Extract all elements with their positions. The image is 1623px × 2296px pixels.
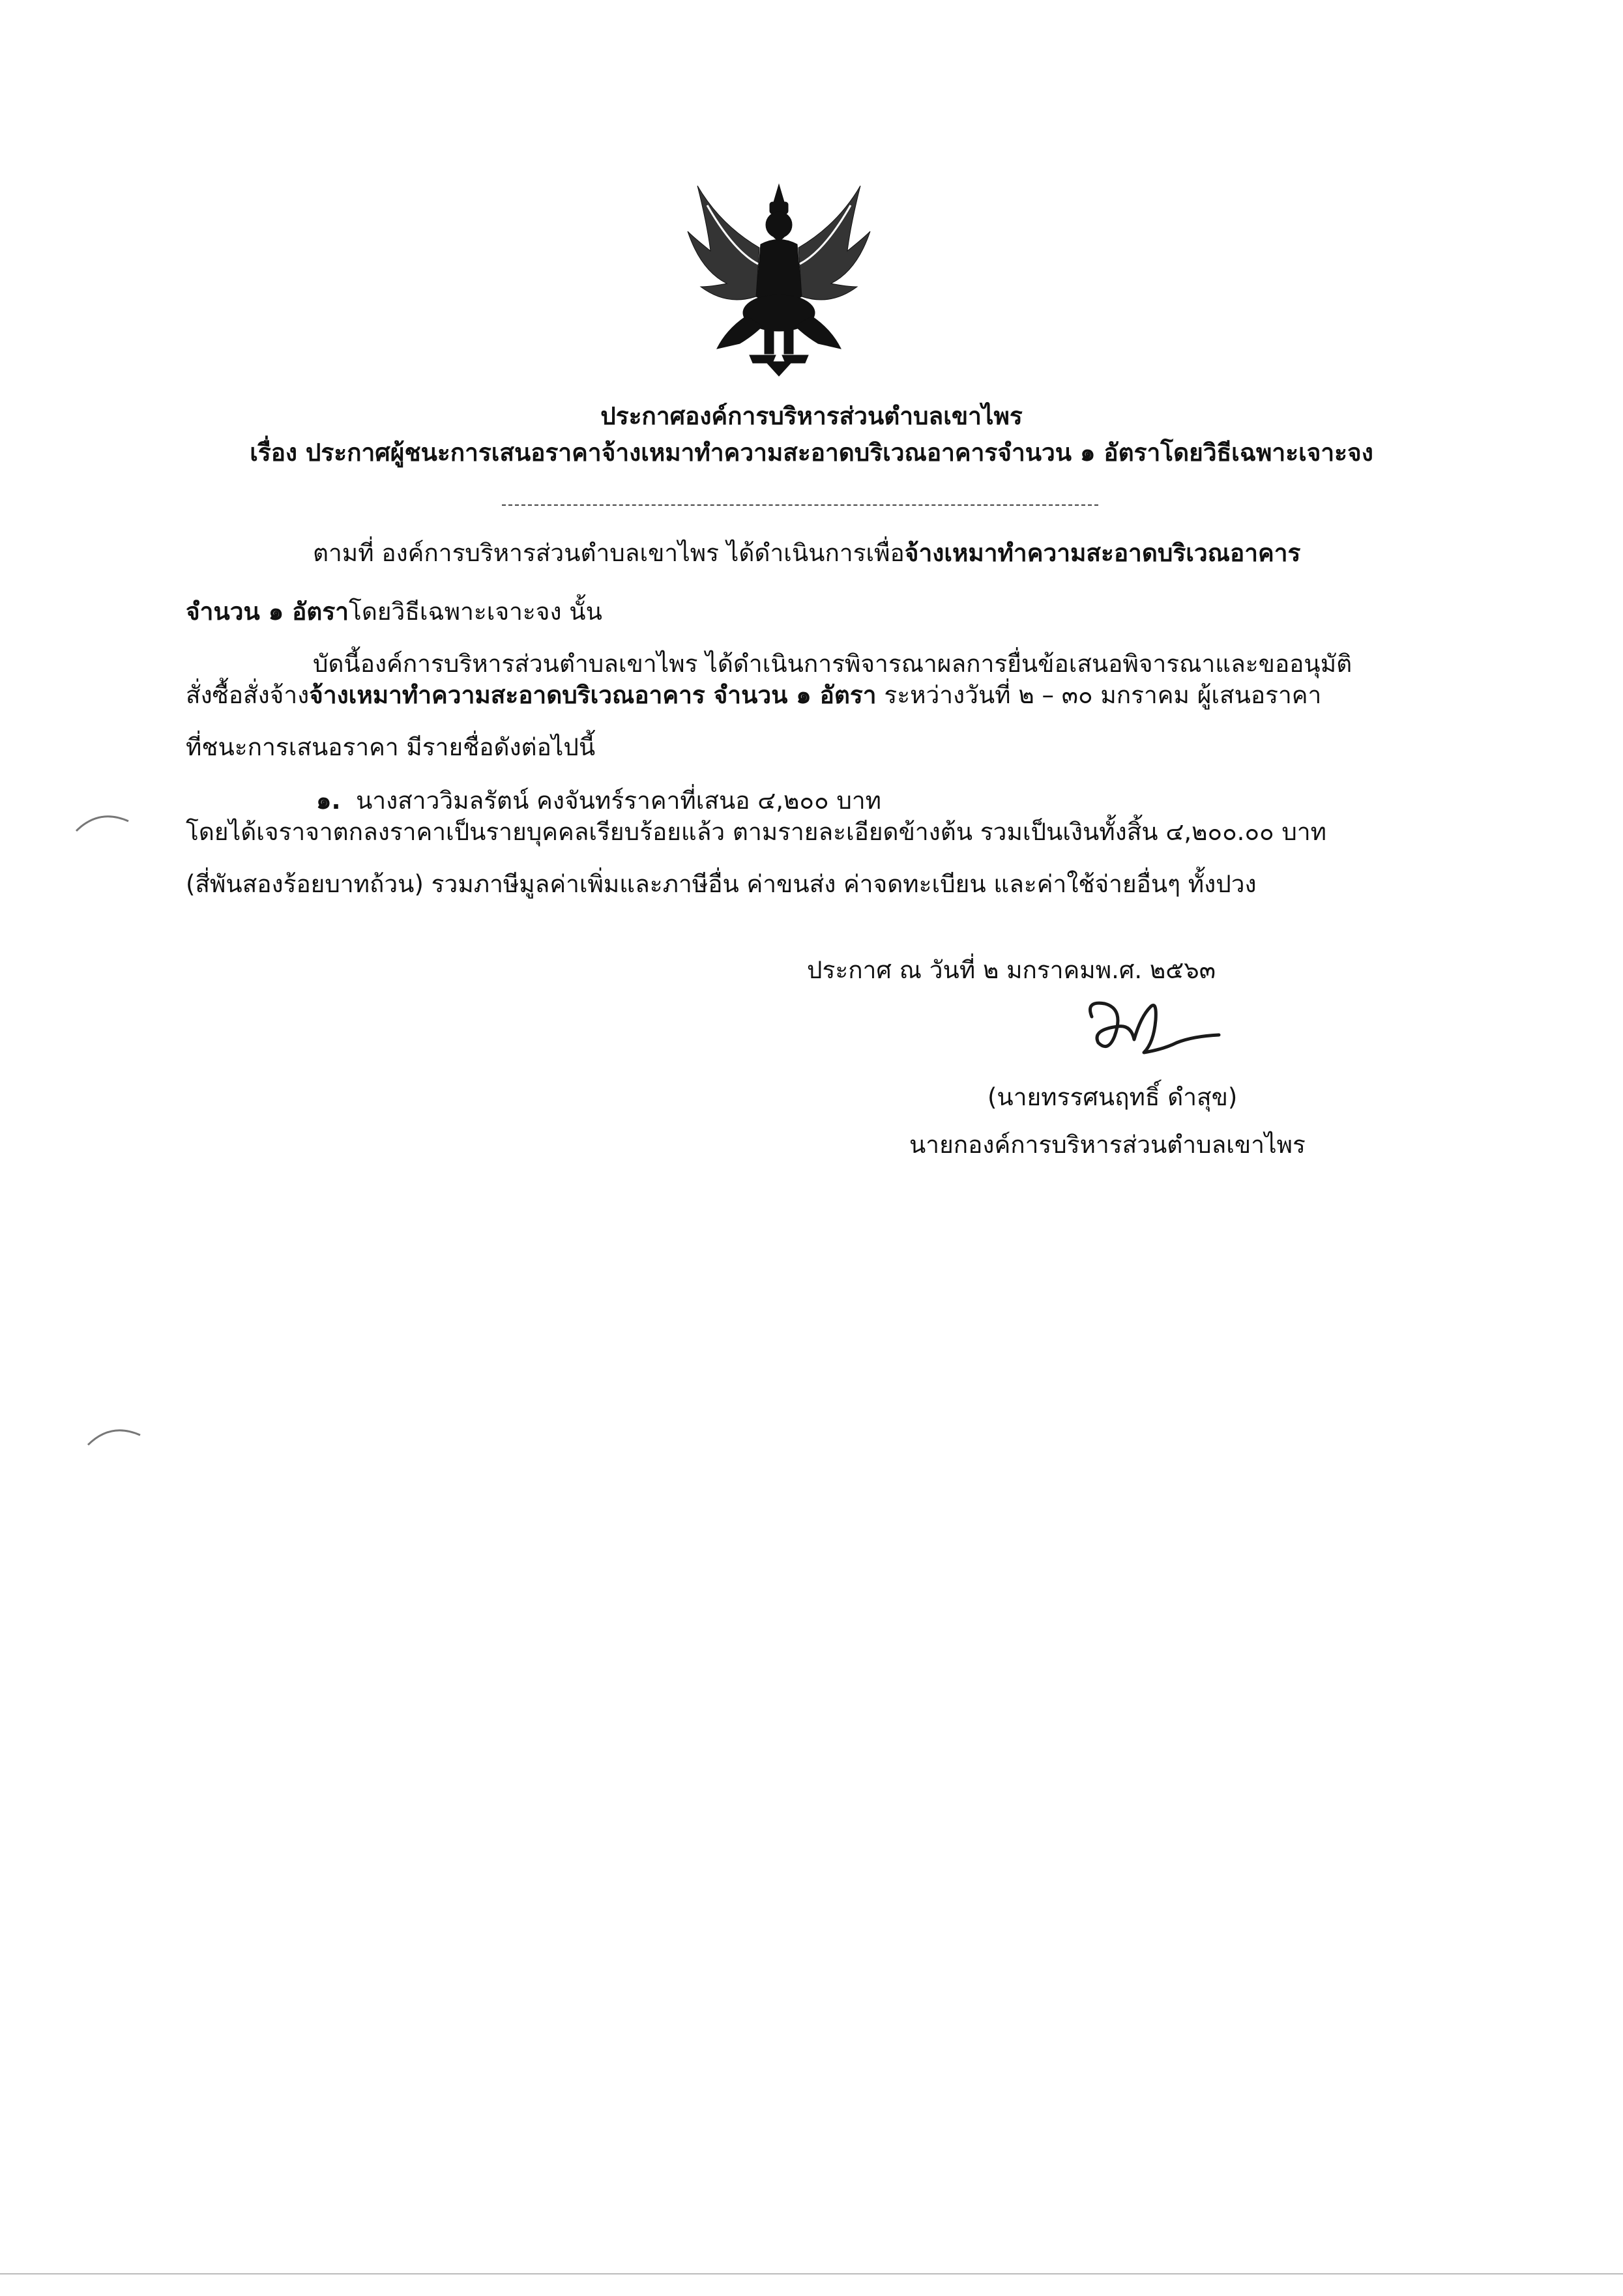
announcement-date: ประกาศ ณ วันที่ ๒ มกราคมพ.ศ. ๒๕๖๓	[807, 956, 1216, 984]
separator-line	[502, 504, 1098, 506]
org-title: ประกาศองค์การบริหารส่วนตำบลเขาไพร	[600, 402, 1023, 430]
winner-text: นางสาววิมลรัตน์ คงจันทร์ราคาที่เสนอ ๔,๒๐๐ บาท	[356, 787, 882, 815]
paragraph-1-line-2	[186, 600, 602, 624]
paragraph-2-suffix: ระหว่างวันที่ ๒ – ๓๐ มกราคม ผู้เสนอราคา	[876, 681, 1322, 709]
scan-edge-line	[0, 2273, 1623, 2274]
signer-name: (นายทรรศนฤทธิ์ ดำสุข)	[987, 1083, 1238, 1111]
paragraph-3-line-2: (สี่พันสองร้อยบาทถ้วน) รวมภาษีมูลค่าเพิ่มและภาษีอื่น ค่าขนส่ง ค่าจดทะเบียน และค่าใช้จ่ายอื่นๆ ทั้งปวง	[186, 870, 1257, 898]
paragraph-2-line-2	[186, 683, 1321, 707]
handwritten-signature	[1079, 991, 1235, 1069]
punch-hole-mark	[85, 1422, 143, 1448]
paragraph-2-line-1: บัดนี้องค์การบริหารส่วนตำบลเขาไพร ได้ดำเนินการพิจารณาผลการยื่นข้อเสนอพิจารณาและขออนุมัติ	[313, 650, 1352, 678]
paragraph-3-line-1: โดยได้เจราจาตกลงราคาเป็นรายบุคคลเรียบร้อยแล้ว ตามรายละเอียดข้างต้น รวมเป็นเงินทั้งสิ้น ๔,๒๐๐.๐๐ บาท	[186, 818, 1327, 846]
garuda-emblem-icon	[681, 173, 877, 378]
signer-title: นายกองค์การบริหารส่วนตำบลเขาไพร	[909, 1131, 1306, 1159]
paragraph-1-text: ตามที่ องค์การบริหารส่วนตำบลเขาไพร ได้ดำเนินการเพื่อ	[313, 539, 905, 567]
paragraph-2-bold-text: จ้างเหมาทำความสะอาดบริเวณอาคาร จำนวน ๑ อัตรา	[309, 681, 877, 709]
winner-list-item	[316, 789, 881, 813]
paragraph-2-line-3: ที่ชนะการเสนอราคา มีรายชื่อดังต่อไปนี้	[186, 733, 596, 761]
paragraph-1-bold-text: จ้างเหมาทำความสะอาดบริเวณอาคาร	[904, 539, 1301, 567]
paragraph-2-prefix: สั่งซื้อสั่งจ้าง	[186, 681, 310, 709]
paragraph-1-line-1	[313, 541, 1300, 565]
document-subject: เรื่อง ประกาศผู้ชนะการเสนอราคาจ้างเหมาทำความสะอาดบริเวณอาคารจำนวน ๑ อัตราโดยวิธีเฉพาะเจาะจง	[250, 439, 1373, 467]
punch-hole-mark	[73, 808, 132, 834]
winner-number: ๑.	[316, 787, 341, 815]
paragraph-1-quantity: จำนวน ๑ อัตรา	[186, 598, 349, 626]
paragraph-1-method: โดยวิธีเฉพาะเจาะจง นั้น	[348, 598, 602, 626]
